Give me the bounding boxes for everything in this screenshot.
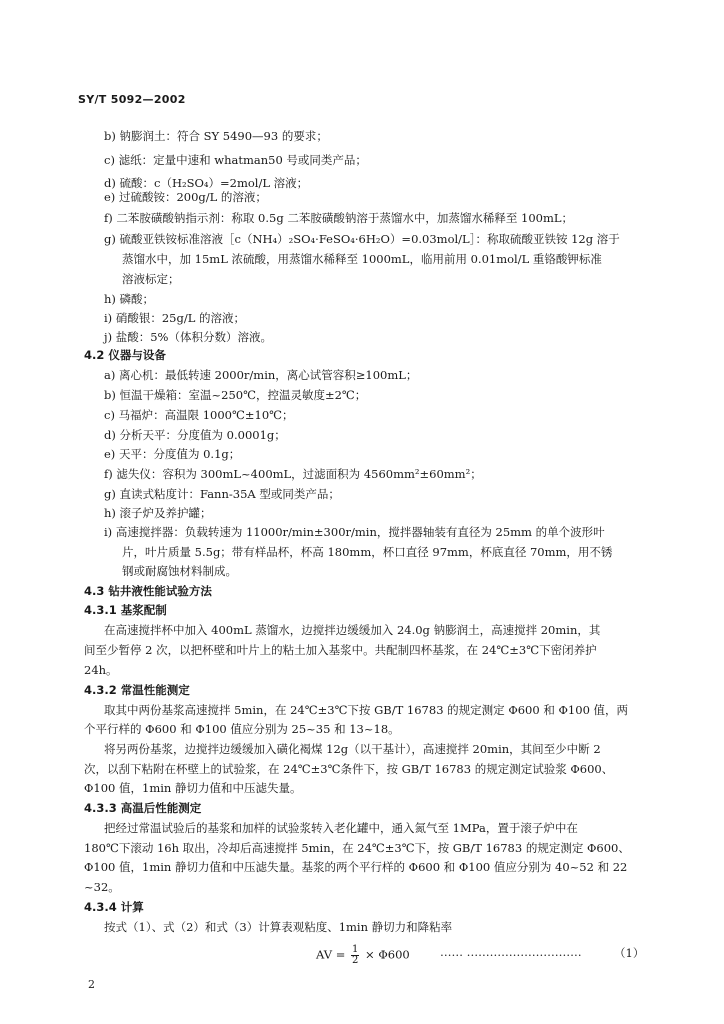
- para-4-3-3-line2: 180℃下滚动 16h 取出，冷却后高速搅拌 5min，在 24℃±3℃下，按 GB/T 16783 的规定测定 Φ600、: [84, 841, 630, 855]
- para-4-3-4-line1: 按式（1）、式（2）和式（3）计算表观粘度、1min 静切力和降粘率: [104, 920, 453, 934]
- para-4-3-1-line3: 24h。: [84, 663, 118, 677]
- reagent-item-c: c) 滤纸：定量中速和 whatman50 号或同类产品；: [104, 153, 367, 167]
- reagent-item-h: h) 磷酸；: [104, 292, 155, 306]
- para-4-3-1-line1: 在高速搅拌杯中加入 400mL 蒸馏水，边搅拌边缓缓加入 24.0g 钠膨润土，高速搅拌 20min，其: [104, 623, 601, 637]
- equation-number: （1）: [614, 946, 645, 960]
- equation-leader-dots: …… …………………………: [440, 945, 582, 959]
- reagent-item-j: j) 盐酸：5%（体积分数）溶液。: [104, 330, 272, 344]
- reagent-item-g-cont: 蒸馏水中，加 15mL 浓硫酸，用蒸馏水稀释至 1000mL，临用前用 0.01mol/L 重铬酸钾标准: [122, 252, 602, 266]
- equipment-item-c: c) 马福炉：高温限 1000℃±10℃；: [104, 408, 294, 422]
- equipment-item-d: d) 分析天平：分度值为 0.0001g；: [104, 428, 286, 442]
- para-4-3-3-line4: ~32。: [84, 880, 120, 894]
- para-4-3-2b-line1: 将另两份基浆，边搅拌边缓缓加入磺化褐煤 12g（以干基计），高速搅拌 20min，其间至少中断 2: [104, 742, 601, 756]
- equipment-item-i: i) 高速搅拌器：负载转速为 11000r/min±300r/min，搅拌器轴装有直径为 25mm 的单个波形叶: [104, 525, 605, 539]
- section-4-3-3-heading: 4.3.3 高温后性能测定: [84, 801, 202, 815]
- section-4-3-4-heading: 4.3.4 计算: [84, 900, 144, 914]
- para-4-3-2a-line1: 取其中两份基浆高速搅拌 5min，在 24℃±3℃下按 GB/T 16783 的规定测定 Φ600 和 Φ100 值，两: [104, 703, 629, 717]
- section-4-3-heading: 4.3 钻井液性能试验方法: [84, 584, 212, 598]
- equipment-item-b: b) 恒温干燥箱：室温~250℃，控温灵敏度±2℃；: [104, 388, 367, 402]
- equipment-item-a: a) 离心机：最低转速 2000r/min，离心试管容积≥100mL；: [104, 368, 418, 382]
- reagent-item-d: d) 硫酸：c（H₂SO₄）=2mol/L 溶液；: [104, 176, 309, 190]
- fraction-denominator: 2: [352, 955, 359, 966]
- para-4-3-2a-line2: 个平行样的 Φ600 和 Φ100 值应分别为 25~35 和 13~18。: [84, 722, 400, 736]
- equipment-item-g: g) 直读式粘度计：Fann-35A 型或同类产品；: [104, 487, 340, 501]
- equation-1: [316, 945, 410, 966]
- reagent-item-b: b) 钠膨润土：符合 SY 5490—93 的要求；: [104, 129, 328, 143]
- section-4-3-2-heading: 4.3.2 常温性能测定: [84, 683, 190, 697]
- para-4-3-3-line3: Φ100 值，1min 静切力值和中压滤失量。基浆的两个平行样的 Φ600 和 Φ100 值应分别为 40~52 和 22: [84, 860, 628, 874]
- equation-fraction: [351, 945, 359, 966]
- section-4-2-heading: 4.2 仪器与设备: [84, 348, 166, 362]
- para-4-3-3-line1: 把经过常温试验后的基浆和加样的试验浆转入老化罐中，通入氮气至 1MPa，置于滚子炉中在: [104, 821, 578, 835]
- equipment-item-e: e) 天平：分度值为 0.1g；: [104, 447, 241, 461]
- standard-code-header: SY/T 5092—2002: [78, 93, 186, 106]
- equation-rhs: × Φ600: [365, 947, 410, 962]
- reagent-item-i: i) 硝酸银：25g/L 的溶液；: [104, 311, 245, 325]
- equipment-item-f: f) 滤失仪：容积为 300mL~400mL，过滤面积为 4560mm²±60mm²；: [104, 467, 482, 481]
- para-4-3-2b-line3: Φ100 值，1min 静切力值和中压滤失量。: [84, 781, 302, 795]
- reagent-item-f: f) 二苯胺磺酸钠指示剂：称取 0.5g 二苯胺磺酸钠溶于蒸馏水中，加蒸馏水稀释至 100mL；: [104, 211, 574, 225]
- section-4-3-1-heading: 4.3.1 基浆配制: [84, 603, 167, 617]
- equipment-item-i-cont2: 钢或耐腐蚀材料制成。: [122, 564, 237, 578]
- equipment-item-i-cont: 片，叶片质量 5.5g；带有样品杯，杯高 180mm，杯口直径 97mm，杯底直径 70mm，用不锈: [122, 545, 613, 559]
- fraction-numerator: 1: [352, 944, 359, 955]
- reagent-item-g: g) 硫酸亚铁铵标准溶液［c（NH₄）₂SO₄·FeSO₄·6H₂O）=0.03mol/L］：称取硫酸亚铁铵 12g 溶于: [104, 232, 620, 246]
- reagent-item-e: e) 过硫酸铵：200g/L 的溶液；: [104, 190, 267, 204]
- equipment-item-h: h) 滚子炉及养护罐；: [104, 506, 212, 520]
- reagent-item-g-cont2: 溶液标定；: [122, 272, 180, 286]
- equation-lhs: AV =: [316, 947, 346, 962]
- para-4-3-2b-line2: 次，以刮下粘附在杯壁上的试验浆，在 24℃±3℃条件下，按 GB/T 16783 的规定测定试验浆 Φ600、: [84, 762, 614, 776]
- para-4-3-1-line2: 间至少暂停 2 次，以把杯壁和叶片上的粘土加入基浆中。共配制四杯基浆，在 24℃±3℃下密闭养护: [84, 643, 597, 657]
- page-number: 2: [88, 978, 95, 991]
